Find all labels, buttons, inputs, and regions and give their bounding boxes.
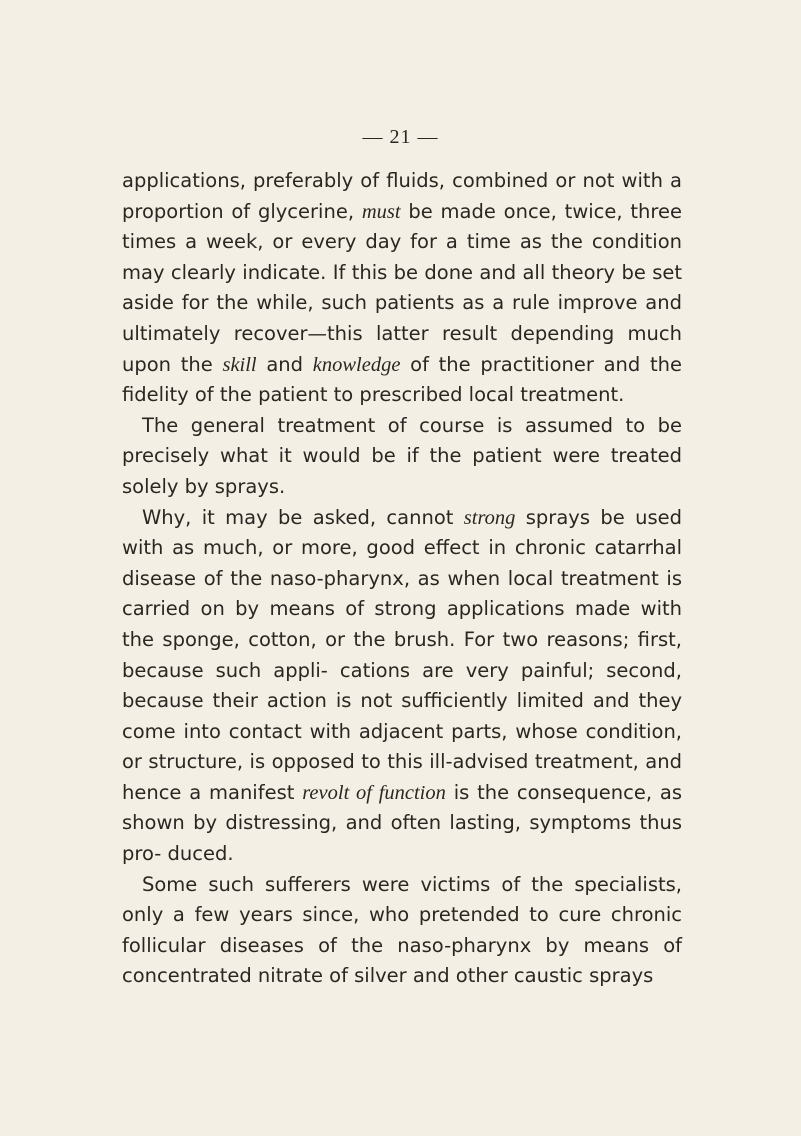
paragraph-4	[122, 870, 682, 992]
italic-must: must	[361, 200, 401, 223]
text-segment: of the practitioner and the fidelity of the patient to prescribed local treatment.	[122, 352, 682, 407]
italic-knowledge: knowledge	[312, 353, 401, 376]
text-segment: be made once, twice, three times a week, or every day for a time as the condition may clearly indicate. If this be done and all theory be set aside for the while, such patients as a rule improve and ultimately recover—this latter result depending much upon the	[122, 199, 682, 376]
text-segment: is the consequence, as shown by distressing, and often lasting, symptoms thus pro- duced.	[122, 780, 683, 866]
text-segment: The general treatment of course is assumed to be precisely what it would be if the patient were treated solely by sprays.	[122, 413, 682, 498]
text-segment: sprays be used with as much, or more, good effect in chronic catarrhal disease of the naso-pharynx, as when local treatment is carried on by means of strong applications made with the sponge, cotton, or the brush. For two reasons; first, because such appli- cations are very painful; second, because their action is not sufficiently limited and they come into contact with adjacent parts, whose condition, or structure, is opposed to this ill-advised treatment, and hence a manifest	[122, 505, 682, 804]
page-number: — 21 —	[362, 126, 439, 148]
paragraph-3	[122, 503, 682, 870]
text-segment: and	[256, 352, 313, 376]
text-segment: Why, it may be asked, cannot	[142, 505, 464, 529]
paragraph-2	[122, 411, 682, 503]
italic-revolt-of-function: revolt of function	[302, 781, 446, 804]
text-segment: Some such sufferers were victims of the specialists, only a few years since, who pretended to cure chronic follicular diseases of the naso-pharynx by means of concentrated nitrate of silver and other caustic sprays	[122, 872, 682, 988]
paragraph-1	[122, 166, 682, 411]
italic-skill: skill	[222, 353, 257, 376]
body-text	[122, 166, 682, 992]
italic-strong: strong	[463, 506, 516, 529]
text-segment: applications, preferably of fluids, combined or not with a proportion of glycerine,	[122, 169, 682, 223]
